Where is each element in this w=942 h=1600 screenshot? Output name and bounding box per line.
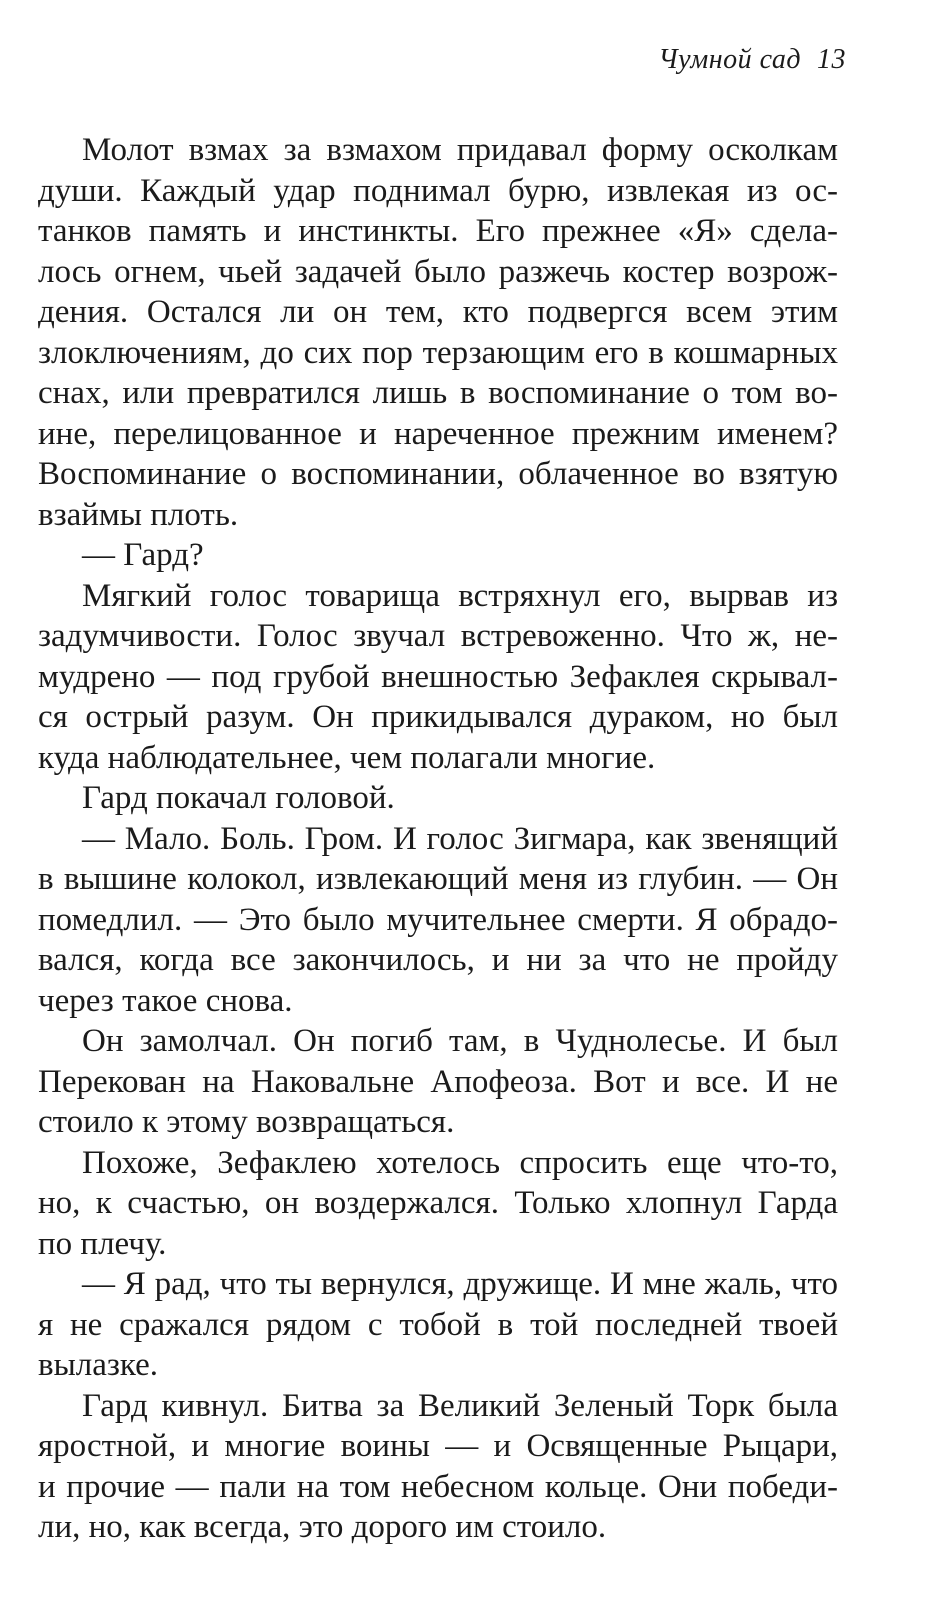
text-line: — Мало. Боль. Гром. И голос Зигмара, как звенящий (82, 820, 838, 857)
running-head (658, 44, 846, 76)
text-line: ине, перелицованное и нареченное прежним именем? (38, 415, 838, 452)
text-line: ся острый разум. Он прикидывался дураком, но был (38, 699, 838, 735)
text-line: — Я рад, что ты вернулся, дружище. И мне жаль, что (82, 1266, 838, 1302)
text-line: но, к счастью, он воздержался. Только хлопнул Гарда (38, 1185, 838, 1221)
text-line: задумчивости. Голос звучал встревоженно. Что ж, не- (38, 618, 838, 654)
text-line: Молот взмах за взмахом придавал форму осколкам (82, 132, 838, 168)
text-line: снах, или превратился лишь в воспоминание о том во- (38, 375, 838, 411)
body-text (38, 130, 838, 1548)
text-line: по плечу. (38, 1225, 167, 1262)
text-line: через такое снова. (38, 982, 293, 1019)
text-line: лось огнем, чьей задачей было разжечь костер возрож- (38, 253, 838, 290)
text-line: куда наблюдательнее, чем полагали многие. (38, 739, 656, 776)
text-line: — Гард? (82, 537, 204, 573)
text-line: я не сражался рядом с тобой в той последней твоей (38, 1306, 838, 1343)
text-line: и прочие — пали на том небесном кольце. Они победи- (38, 1468, 838, 1505)
text-line: Он замолчал. Он погиб там, в Чуднолесье. И был (82, 1023, 838, 1059)
text-line: Воспоминание о воспоминании, облаченное во взятую (38, 456, 838, 492)
book-title: Чумной сад (658, 44, 801, 75)
text-line: дения. Остался ли он тем, кто подвергся всем этим (38, 294, 838, 330)
text-line: души. Каждый удар поднимал бурю, извлекая из ос- (38, 172, 838, 209)
text-line: помедлил. — Это было мучительнее смерти. Я обрадо- (38, 901, 838, 938)
text-line: Гард покачал головой. (82, 780, 395, 816)
text-line: танков память и инстинкты. Его прежнее «Я» сдела- (38, 213, 838, 249)
text-line: ли, но, как всегда, это дорого им стоило. (38, 1509, 607, 1545)
text-line: стоило к этому возвращаться. (38, 1104, 455, 1140)
text-line: Перекован на Наковальне Апофеоза. Вот и все. И не (38, 1063, 838, 1100)
text-line: взаймы плоть. (38, 496, 239, 533)
text-line: мудрено — под грубой внешностью Зефаклея скрывал- (38, 658, 838, 695)
text-line: в вышине колокол, извлекающий меня из глубин. — Он (38, 861, 838, 897)
text-line: Похоже, Зефаклею хотелось спросить еще что-то, (82, 1144, 838, 1181)
text-line: злоключениям, до сих пор терзающим его в кошмарных (38, 334, 838, 371)
text-line: Гард кивнул. Битва за Великий Зеленый Торк была (82, 1387, 838, 1424)
page-number: 13 (817, 44, 846, 75)
text-line: вылазке. (38, 1347, 159, 1383)
text-line: яростной, и многие воины — и Освященные Рыцари, (38, 1428, 838, 1464)
text-line: вался, когда все закончилось, и ни за что не пройду (38, 942, 838, 978)
text-line: Мягкий голос товарища встряхнул его, вырвав из (82, 577, 838, 614)
